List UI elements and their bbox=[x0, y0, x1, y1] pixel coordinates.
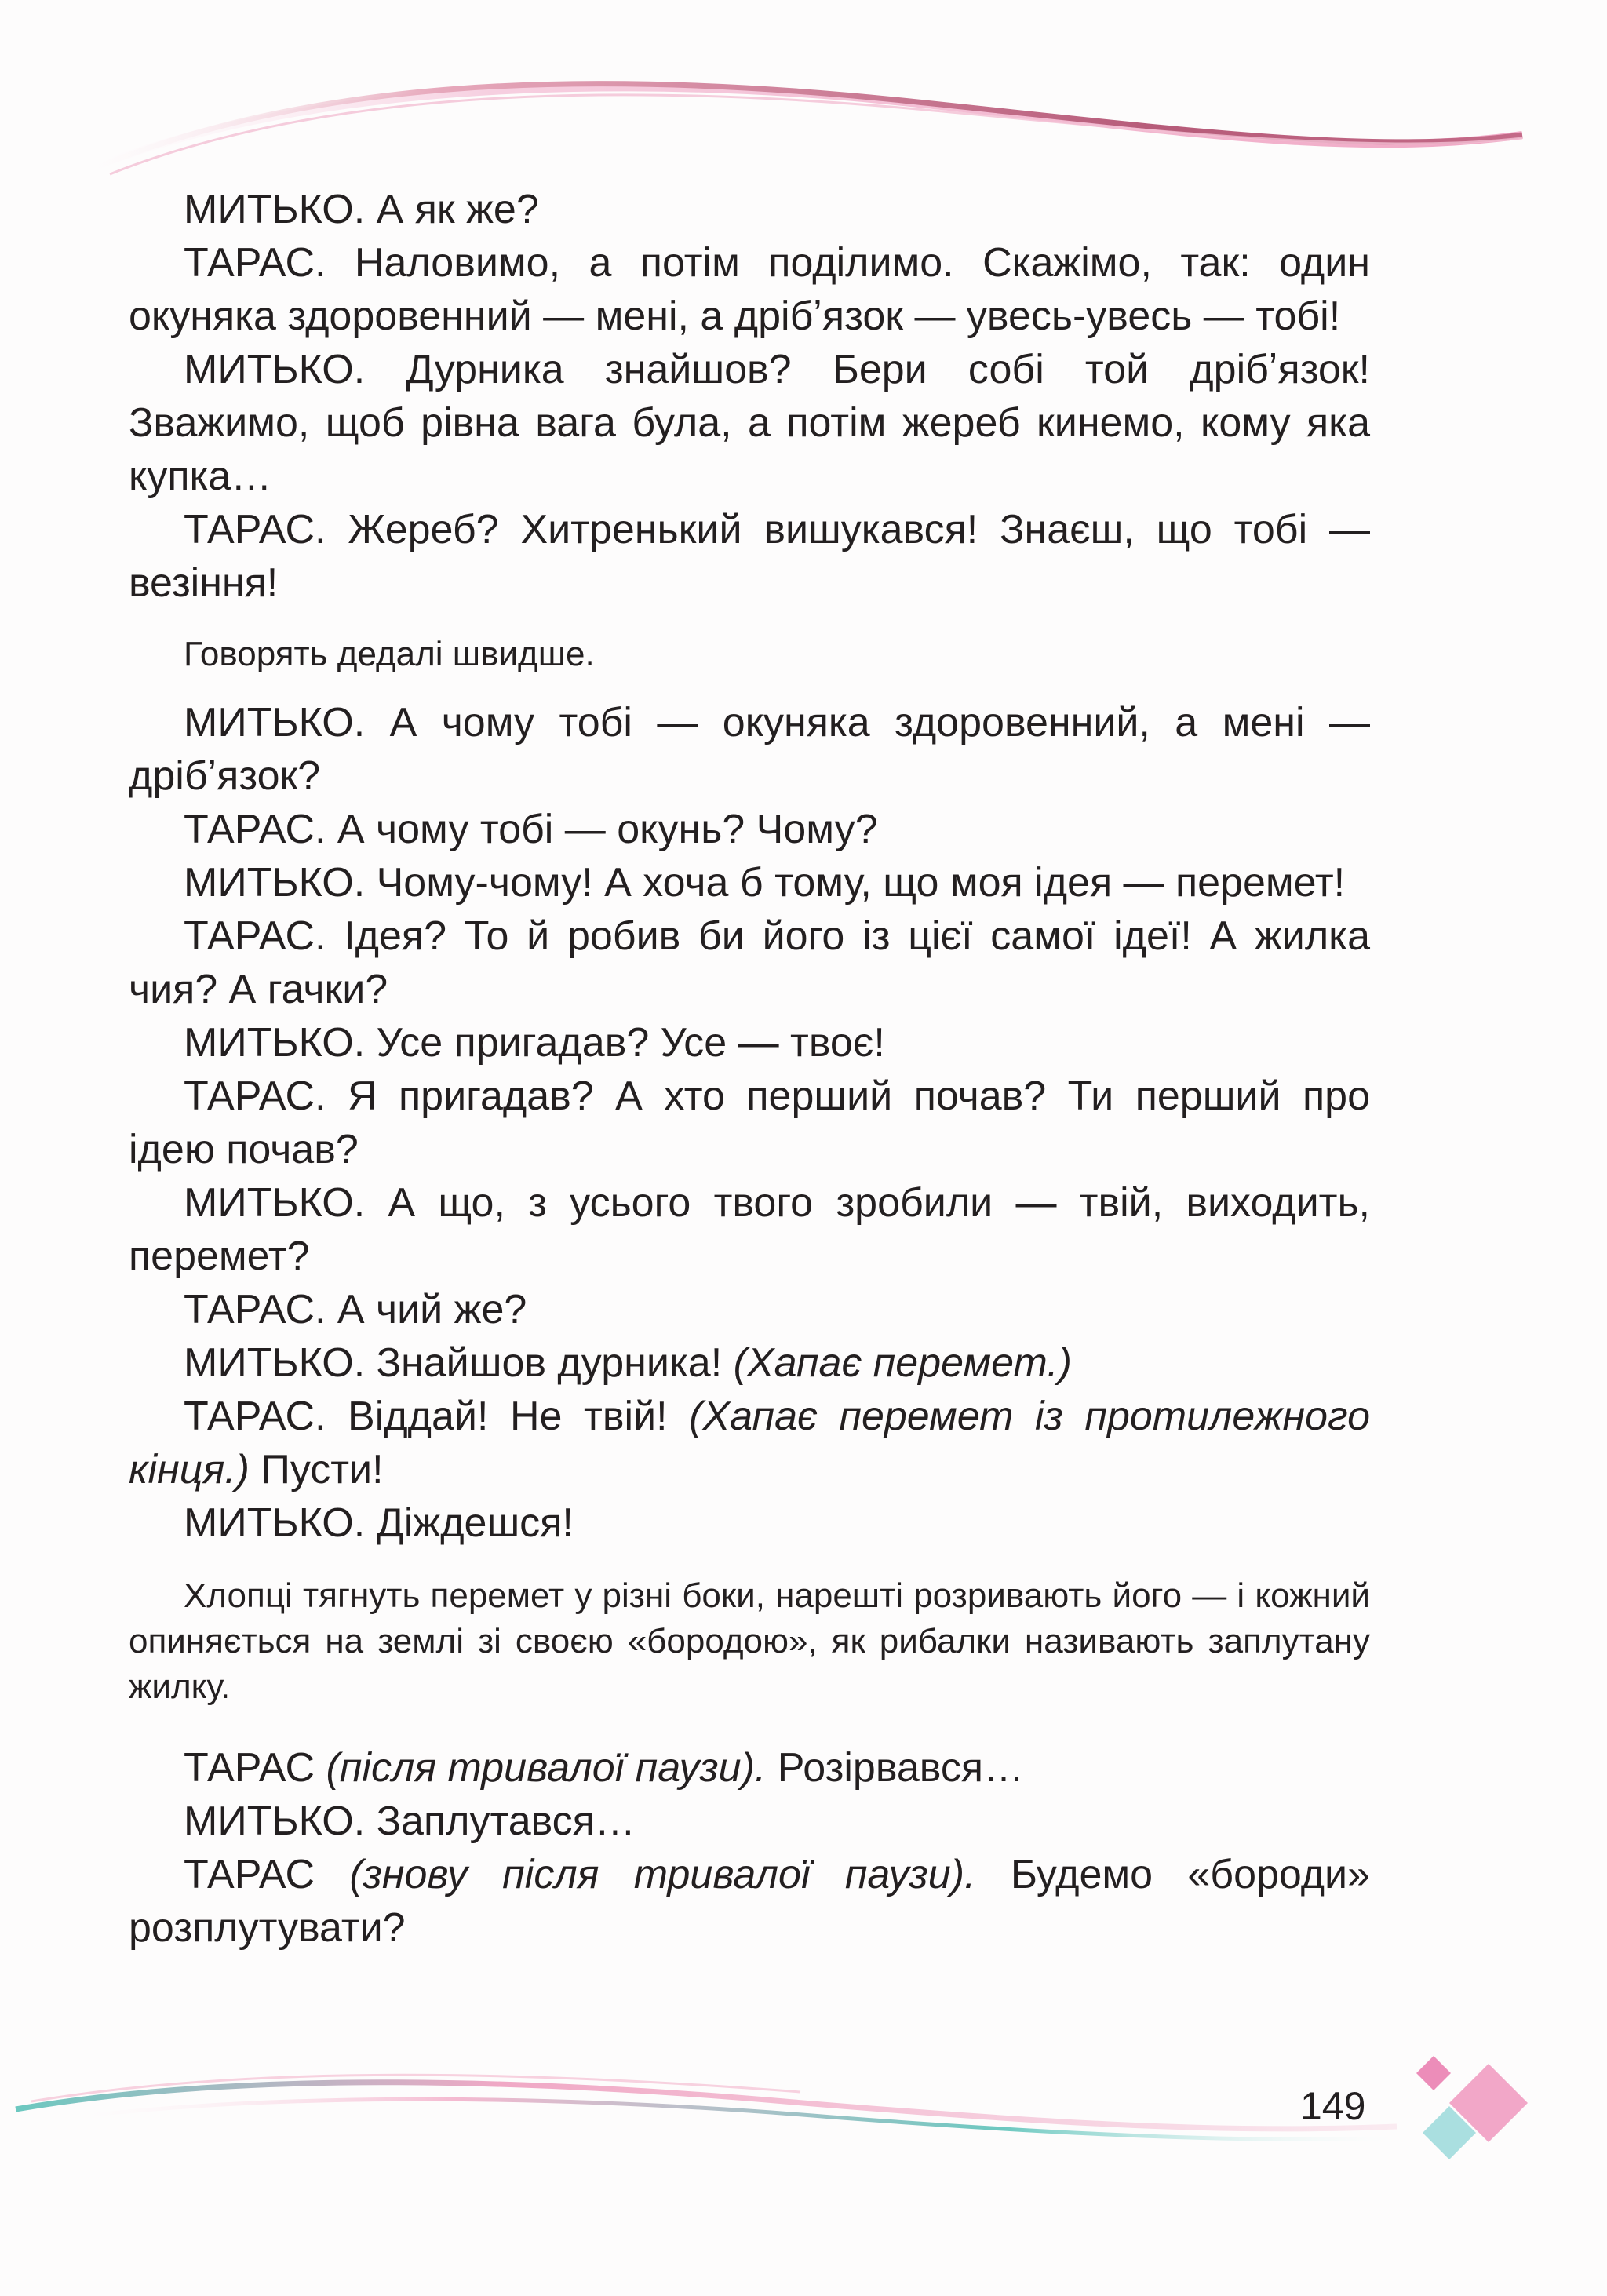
speaker-name: МИТЬКО. bbox=[184, 700, 366, 745]
speaker-name: МИТЬКО. bbox=[184, 860, 366, 906]
stage-remark: (Хапає перемет із протилежного кінця.) bbox=[129, 1394, 1370, 1492]
speech-text: Я пригадав? А хто перший почав? Ти перший про ідею почав? bbox=[129, 1073, 1370, 1172]
speaker-name: ТАРАС. bbox=[184, 1394, 326, 1439]
speech-line bbox=[129, 1176, 1370, 1283]
speech-text: А що, з усього твого зробили — твій, виходить, перемет? bbox=[129, 1180, 1370, 1279]
top-wave-decoration bbox=[0, 0, 1607, 204]
speech-text: Віддай! Не твій! bbox=[326, 1394, 690, 1439]
speech-text: Наловимо, а потім поділимо. Скажімо, так: один окуняка здоровенний — мені, а дрібʼязок — увесь-увесь — тобі! bbox=[129, 240, 1370, 339]
speaker-name: МИТЬКО. bbox=[184, 1799, 366, 1844]
speech-line bbox=[129, 1848, 1370, 1955]
diamond-decoration bbox=[1393, 2048, 1550, 2174]
stage-remark: (знову після тривалої паузи). bbox=[315, 1852, 976, 1897]
speech-text: Знайшов дурника! bbox=[365, 1340, 734, 1386]
speaker-name: МИТЬКО. bbox=[184, 1340, 366, 1386]
speech-line bbox=[129, 1016, 1370, 1070]
speech-text: Усе пригадав? Усе — твоє! bbox=[365, 1020, 885, 1066]
stage-remark: (після тривалої паузи). bbox=[315, 1745, 767, 1791]
speech-line bbox=[129, 856, 1370, 909]
speaker-name: ТАРАС. bbox=[184, 1287, 326, 1332]
speech-line bbox=[129, 696, 1370, 803]
speaker-name: ТАРАС bbox=[184, 1745, 315, 1791]
speech-text-after: Будемо «бороди» розплутувати? bbox=[129, 1852, 1371, 1951]
speaker-name: МИТЬКО. bbox=[184, 347, 366, 392]
stage-remark: (Хапає перемет.) bbox=[733, 1340, 1072, 1386]
speaker-name: ТАРАС. bbox=[184, 913, 326, 959]
speech-line bbox=[129, 1795, 1370, 1848]
page-number: 149 bbox=[1300, 2084, 1366, 2128]
speaker-name: ТАРАС. bbox=[184, 1073, 326, 1119]
speech-line bbox=[129, 803, 1370, 856]
speech-text: Дурника знайшов? Бери собі той дрібʼязок! Зважимо, щоб рівна вага була, а потім жереб кинемо, кому яка купка… bbox=[129, 347, 1370, 499]
speaker-name: ТАРАС bbox=[184, 1852, 315, 1897]
bottom-wave-decoration bbox=[0, 2009, 1607, 2166]
speaker-name: ТАРАС. bbox=[184, 507, 326, 552]
speech-text: Заплутався… bbox=[365, 1799, 636, 1844]
speech-text: Чому-чому! А хоча б тому, що моя ідея — перемет! bbox=[365, 860, 1346, 906]
speech-text: А чий же? bbox=[326, 1287, 527, 1332]
speech-text-after: Розірвався… bbox=[766, 1745, 1024, 1791]
speech-line bbox=[129, 236, 1370, 343]
speaker-name: МИТЬКО. bbox=[184, 1020, 366, 1066]
play-text bbox=[129, 183, 1370, 1955]
speech-line bbox=[129, 1283, 1370, 1336]
speech-line bbox=[129, 503, 1370, 610]
speech-text-after: Пусти! bbox=[250, 1447, 384, 1492]
speech-text: Ідея? То й робив би його із цієї самої ідеї! А жилка чия? А гачки? bbox=[129, 913, 1370, 1012]
speaker-name: ТАРАС. bbox=[184, 807, 326, 852]
speech-line bbox=[129, 1496, 1370, 1550]
stage-direction: Хлопці тягнуть перемет у різні боки, нарешті розривають його — і кожний опиняється на землі зі своєю «бородою», як рибалки називають заплутану жилку. bbox=[129, 1576, 1370, 1706]
speech-line bbox=[129, 909, 1370, 1016]
speech-text: А як же? bbox=[365, 187, 539, 232]
speech-line bbox=[129, 1070, 1370, 1176]
speaker-name: МИТЬКО. bbox=[184, 1500, 366, 1546]
speaker-name: ТАРАС. bbox=[184, 240, 326, 286]
speech-line bbox=[129, 1741, 1370, 1795]
speaker-name: МИТЬКО. bbox=[184, 1180, 366, 1226]
stage-direction: Говорять дедалі швидше. bbox=[184, 635, 595, 673]
speech-text: Діждешся! bbox=[365, 1500, 574, 1546]
speech-line bbox=[129, 1390, 1370, 1496]
speech-line bbox=[129, 183, 1370, 236]
speech-line bbox=[129, 343, 1370, 503]
speech-text: Жереб? Хитренький вишукався! Знаєш, що тобі — везіння! bbox=[129, 507, 1370, 606]
speech-line bbox=[129, 1336, 1370, 1390]
speech-text: А чому тобі — окуняка здоровенний, а мені — дрібʼязок? bbox=[129, 700, 1370, 799]
speaker-name: МИТЬКО. bbox=[184, 187, 366, 232]
speech-text: А чому тобі — окунь? Чому? bbox=[326, 807, 878, 852]
